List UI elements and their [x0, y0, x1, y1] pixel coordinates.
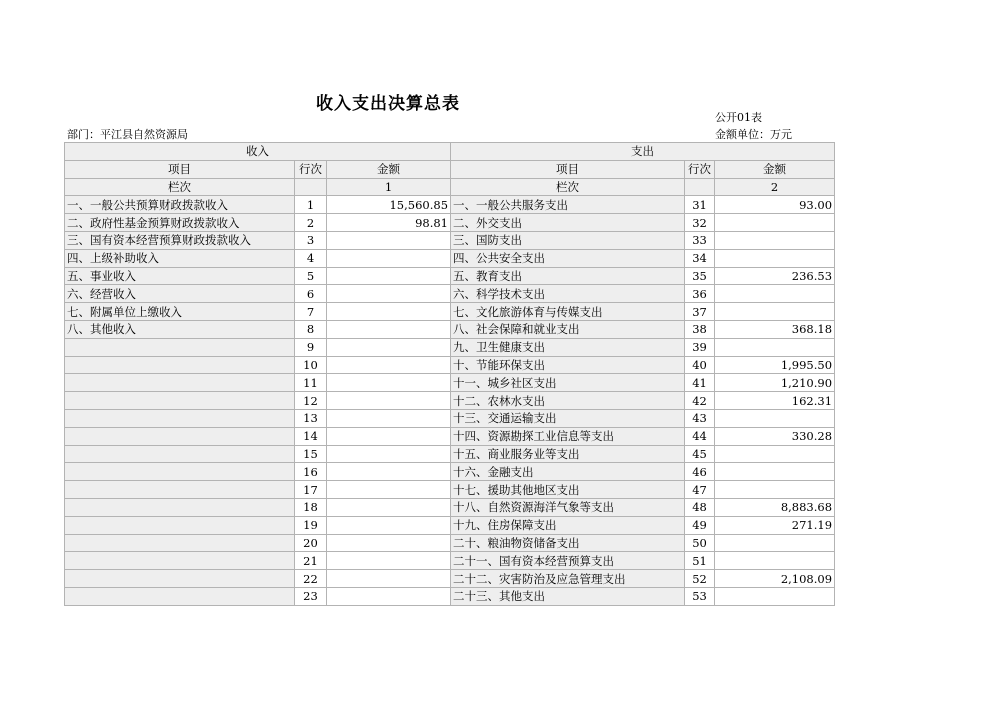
table-row [65, 534, 835, 552]
expense-item-cell: 十二、农林水支出 [451, 392, 685, 410]
table-row [65, 214, 835, 232]
expense-rowno-cell: 35 [685, 267, 715, 285]
income-rowno-cell: 1 [295, 196, 327, 214]
expense-amount-cell [715, 552, 835, 570]
expense-amount-cell [715, 249, 835, 267]
table-row [65, 463, 835, 481]
income-rowno-cell: 17 [295, 481, 327, 499]
income-amount-header: 金额 [327, 160, 451, 178]
expense-amount-cell: 162.31 [715, 392, 835, 410]
expense-item-cell: 七、文化旅游体育与传媒支出 [451, 303, 685, 321]
income-amount-cell [327, 338, 451, 356]
expense-rowno-cell: 31 [685, 196, 715, 214]
income-item-cell [65, 481, 295, 499]
expense-amount-cell [715, 587, 835, 605]
table-row [65, 498, 835, 516]
income-amount-cell [327, 463, 451, 481]
income-amount-cell [327, 392, 451, 410]
income-amount-cell [327, 534, 451, 552]
expense-section-header: 支出 [451, 143, 835, 161]
expense-item-header: 项目 [451, 160, 685, 178]
expense-rowno-cell: 41 [685, 374, 715, 392]
income-rowno-cell: 23 [295, 587, 327, 605]
expense-amount-cell [715, 534, 835, 552]
income-amount-cell [327, 320, 451, 338]
expense-item-cell: 十七、援助其他地区支出 [451, 481, 685, 499]
expense-amount-cell [715, 285, 835, 303]
income-rowno-cell: 12 [295, 392, 327, 410]
expense-rowno-cell: 37 [685, 303, 715, 321]
income-amount-cell [327, 587, 451, 605]
form-code: 公开01表 [715, 111, 762, 124]
income-amount-cell [327, 445, 451, 463]
income-item-cell [65, 552, 295, 570]
income-amount-cell [327, 570, 451, 588]
expense-item-cell: 十三、交通运输支出 [451, 409, 685, 427]
table-row [65, 356, 835, 374]
table-row [65, 285, 835, 303]
income-amount-cell [327, 356, 451, 374]
table-row [65, 427, 835, 445]
expense-rowno-cell: 34 [685, 249, 715, 267]
expense-rowno-cell: 43 [685, 409, 715, 427]
expense-item-cell: 二十三、其他支出 [451, 587, 685, 605]
table-row [65, 374, 835, 392]
income-rowno-cell: 14 [295, 427, 327, 445]
table-row [65, 552, 835, 570]
income-item-cell: 八、其他收入 [65, 320, 295, 338]
income-amount-cell [327, 231, 451, 249]
income-rowno-cell: 15 [295, 445, 327, 463]
page-title: 收入支出决算总表 [316, 94, 460, 114]
income-rowno-cell: 9 [295, 338, 327, 356]
income-amount-cell [327, 409, 451, 427]
income-item-cell: 七、附属单位上缴收入 [65, 303, 295, 321]
table-row [65, 570, 835, 588]
income-rowno-cell: 2 [295, 214, 327, 232]
income-rowno-cell: 22 [295, 570, 327, 588]
income-amount-cell [327, 285, 451, 303]
income-item-cell [65, 392, 295, 410]
income-item-cell [65, 374, 295, 392]
expense-item-cell: 十五、商业服务业等支出 [451, 445, 685, 463]
expense-rowno-cell: 53 [685, 587, 715, 605]
income-item-cell: 三、国有资本经营预算财政拨款收入 [65, 231, 295, 249]
expense-rowno-cell: 52 [685, 570, 715, 588]
expense-amount-cell [715, 463, 835, 481]
expense-item-cell: 十九、住房保障支出 [451, 516, 685, 534]
expense-amount-cell: 1,210.90 [715, 374, 835, 392]
income-item-cell: 一、一般公共预算财政拨款收入 [65, 196, 295, 214]
income-item-cell [65, 587, 295, 605]
table-row [65, 587, 835, 605]
expense-rowno-header: 行次 [685, 160, 715, 178]
table-row [65, 249, 835, 267]
expense-item-cell: 十四、资源勘探工业信息等支出 [451, 427, 685, 445]
income-amount-cell [327, 303, 451, 321]
income-item-cell [65, 463, 295, 481]
income-rowno-cell: 4 [295, 249, 327, 267]
expense-column-blank [685, 178, 715, 196]
expense-rowno-cell: 45 [685, 445, 715, 463]
expense-rowno-cell: 44 [685, 427, 715, 445]
income-item-cell [65, 356, 295, 374]
table-row [65, 303, 835, 321]
income-amount-cell [327, 552, 451, 570]
expense-amount-cell [715, 445, 835, 463]
table-row [65, 196, 835, 214]
income-amount-cell [327, 498, 451, 516]
expense-rowno-cell: 50 [685, 534, 715, 552]
income-rowno-cell: 16 [295, 463, 327, 481]
income-item-cell [65, 338, 295, 356]
expense-item-cell: 二、外交支出 [451, 214, 685, 232]
income-item-cell [65, 427, 295, 445]
table-row [65, 481, 835, 499]
income-amount-cell [327, 516, 451, 534]
income-amount-cell [327, 481, 451, 499]
income-amount-cell [327, 249, 451, 267]
expense-column-label: 栏次 [451, 178, 685, 196]
income-rowno-cell: 18 [295, 498, 327, 516]
expense-amount-cell: 1,995.50 [715, 356, 835, 374]
expense-rowno-cell: 51 [685, 552, 715, 570]
expense-rowno-cell: 40 [685, 356, 715, 374]
income-amount-cell [327, 427, 451, 445]
income-section-header: 收入 [65, 143, 451, 161]
expense-rowno-cell: 47 [685, 481, 715, 499]
table-row [65, 320, 835, 338]
table-row [65, 267, 835, 285]
expense-amount-cell [715, 338, 835, 356]
expense-item-cell: 十八、自然资源海洋气象等支出 [451, 498, 685, 516]
income-column-number: 1 [327, 178, 451, 196]
table-row [65, 231, 835, 249]
expense-item-cell: 五、教育支出 [451, 267, 685, 285]
expense-rowno-cell: 36 [685, 285, 715, 303]
expense-amount-header: 金额 [715, 160, 835, 178]
expense-amount-cell [715, 409, 835, 427]
expense-amount-cell: 93.00 [715, 196, 835, 214]
expense-rowno-cell: 32 [685, 214, 715, 232]
income-item-cell [65, 498, 295, 516]
income-item-cell: 六、经营收入 [65, 285, 295, 303]
expense-item-cell: 十一、城乡社区支出 [451, 374, 685, 392]
expense-amount-cell: 330.28 [715, 427, 835, 445]
table-row [65, 409, 835, 427]
income-amount-cell: 15,560.85 [327, 196, 451, 214]
expense-item-cell: 十六、金融支出 [451, 463, 685, 481]
income-rowno-cell: 7 [295, 303, 327, 321]
expense-rowno-cell: 49 [685, 516, 715, 534]
expense-amount-cell: 368.18 [715, 320, 835, 338]
income-item-cell [65, 409, 295, 427]
expense-item-cell: 二十一、国有资本经营预算支出 [451, 552, 685, 570]
income-expense-table [64, 142, 835, 606]
income-rowno-cell: 21 [295, 552, 327, 570]
expense-rowno-cell: 42 [685, 392, 715, 410]
expense-amount-cell: 271.19 [715, 516, 835, 534]
expense-rowno-cell: 38 [685, 320, 715, 338]
amount-unit-label: 金额单位：万元 [715, 128, 792, 141]
income-amount-cell [327, 374, 451, 392]
income-item-cell [65, 534, 295, 552]
income-amount-cell: 98.81 [327, 214, 451, 232]
income-item-cell: 四、上级补助收入 [65, 249, 295, 267]
income-item-cell: 五、事业收入 [65, 267, 295, 285]
income-rowno-cell: 10 [295, 356, 327, 374]
expense-rowno-cell: 48 [685, 498, 715, 516]
expense-rowno-cell: 46 [685, 463, 715, 481]
expense-item-cell: 三、国防支出 [451, 231, 685, 249]
expense-rowno-cell: 33 [685, 231, 715, 249]
expense-amount-cell: 8,883.68 [715, 498, 835, 516]
expense-item-cell: 一、一般公共服务支出 [451, 196, 685, 214]
income-column-blank [295, 178, 327, 196]
income-item-cell [65, 445, 295, 463]
income-rowno-header: 行次 [295, 160, 327, 178]
expense-item-cell: 四、公共安全支出 [451, 249, 685, 267]
income-rowno-cell: 20 [295, 534, 327, 552]
expense-amount-cell: 236.53 [715, 267, 835, 285]
table-row [65, 445, 835, 463]
expense-amount-cell [715, 303, 835, 321]
expense-item-cell: 二十、粮油物资储备支出 [451, 534, 685, 552]
expense-column-number: 2 [715, 178, 835, 196]
table-row [65, 338, 835, 356]
expense-item-cell: 六、科学技术支出 [451, 285, 685, 303]
income-rowno-cell: 3 [295, 231, 327, 249]
income-rowno-cell: 5 [295, 267, 327, 285]
income-item-cell [65, 570, 295, 588]
income-item-cell [65, 516, 295, 534]
income-rowno-cell: 6 [295, 285, 327, 303]
expense-item-cell: 八、社会保障和就业支出 [451, 320, 685, 338]
expense-item-cell: 二十二、灾害防治及应急管理支出 [451, 570, 685, 588]
table-row [65, 516, 835, 534]
table-row [65, 392, 835, 410]
income-rowno-cell: 13 [295, 409, 327, 427]
expense-amount-cell [715, 231, 835, 249]
income-item-cell: 二、政府性基金预算财政拨款收入 [65, 214, 295, 232]
income-rowno-cell: 11 [295, 374, 327, 392]
expense-amount-cell [715, 481, 835, 499]
income-rowno-cell: 8 [295, 320, 327, 338]
expense-rowno-cell: 39 [685, 338, 715, 356]
income-rowno-cell: 19 [295, 516, 327, 534]
expense-amount-cell [715, 214, 835, 232]
income-column-label: 栏次 [65, 178, 295, 196]
expense-item-cell: 九、卫生健康支出 [451, 338, 685, 356]
income-amount-cell [327, 267, 451, 285]
department-label: 部门：平江县自然资源局 [67, 128, 188, 141]
expense-item-cell: 十、节能环保支出 [451, 356, 685, 374]
income-item-header: 项目 [65, 160, 295, 178]
expense-amount-cell: 2,108.09 [715, 570, 835, 588]
